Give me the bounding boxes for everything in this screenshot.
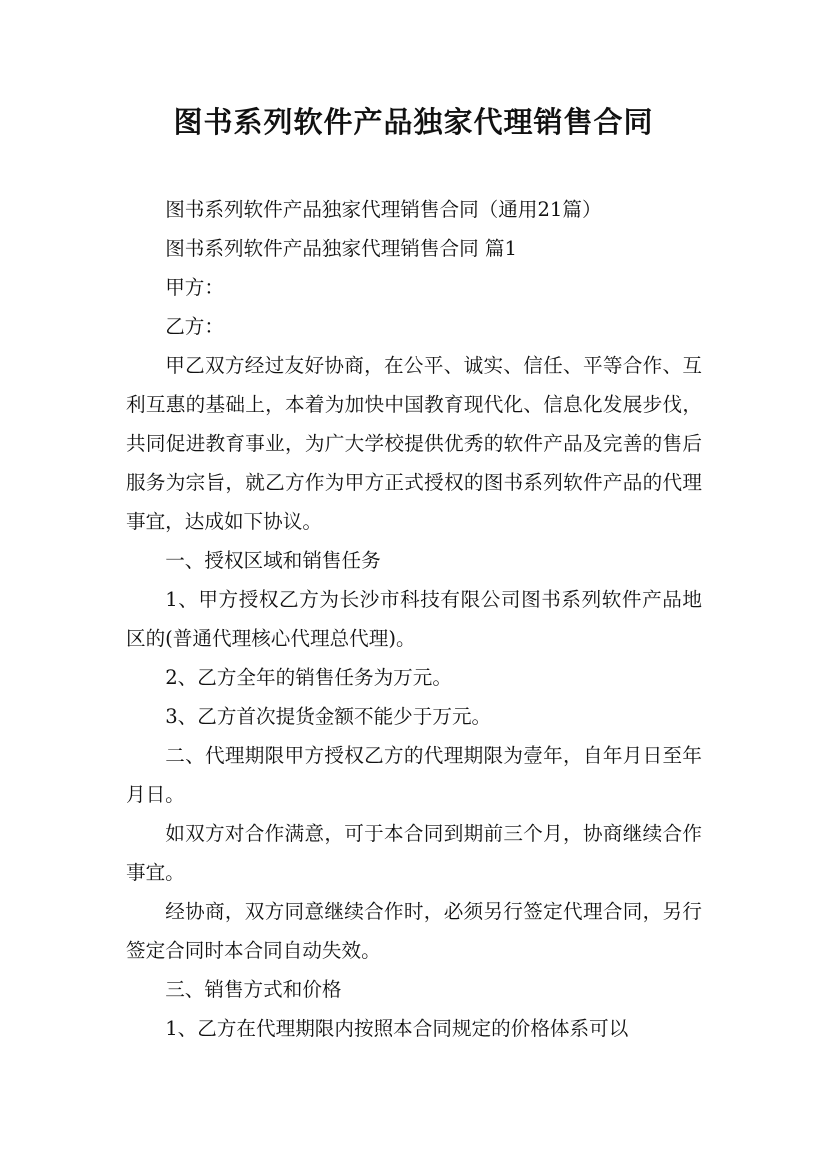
paragraph-heading-1: 一、授权区域和销售任务 — [165, 549, 381, 572]
paragraph-clause-1-3: 3、乙方首次提货金额不能少于万元。 — [165, 705, 492, 728]
paragraph-party-a: 甲方： — [165, 276, 224, 299]
paragraph-heading-2: 二、代理期限甲方授权乙方的代理期限为壹年，自年月日至年月日。 — [126, 744, 702, 806]
paragraph-section-heading: 图书系列软件产品独家代理销售合同 篇1 — [165, 237, 517, 260]
paragraph-new-contract: 经协商，双方同意继续合作时，必须另行签定代理合同，另行签定合同时本合同自动失效。 — [126, 900, 702, 962]
paragraph-clause-3-1: 1、乙方在代理期限内按照本合同规定的价格体系可以 — [165, 1017, 629, 1040]
paragraph-heading-3: 三、销售方式和价格 — [165, 978, 342, 1001]
paragraph-clause-1-2: 2、乙方全年的销售任务为万元。 — [165, 666, 452, 689]
paragraph-renewal: 如双方对合作满意，可于本合同到期前三个月，协商继续合作事宜。 — [126, 822, 702, 884]
paragraph-preamble: 甲乙双方经过友好协商，在公平、诚实、信任、平等合作、互利互惠的基础上，本着为加快中国教育现代化、信息化发展步伐，共同促进教育事业，为广大学校提供优秀的软件产品及完善的售后服务为宗旨，就乙方作为甲方正式授权的图书系列软件产品的代理事宜，达成如下协议。 — [126, 354, 702, 533]
document-body — [126, 190, 702, 1048]
paragraph-party-b: 乙方： — [165, 315, 224, 338]
paragraph-clause-1-1: 1、甲方授权乙方为长沙市科技有限公司图书系列软件产品地区的(普通代理核心代理总代理)。 — [126, 588, 702, 650]
document-title: 图书系列软件产品独家代理销售合同 — [173, 105, 654, 139]
paragraph-subtitle: 图书系列软件产品独家代理销售合同（通用21篇） — [165, 198, 602, 221]
